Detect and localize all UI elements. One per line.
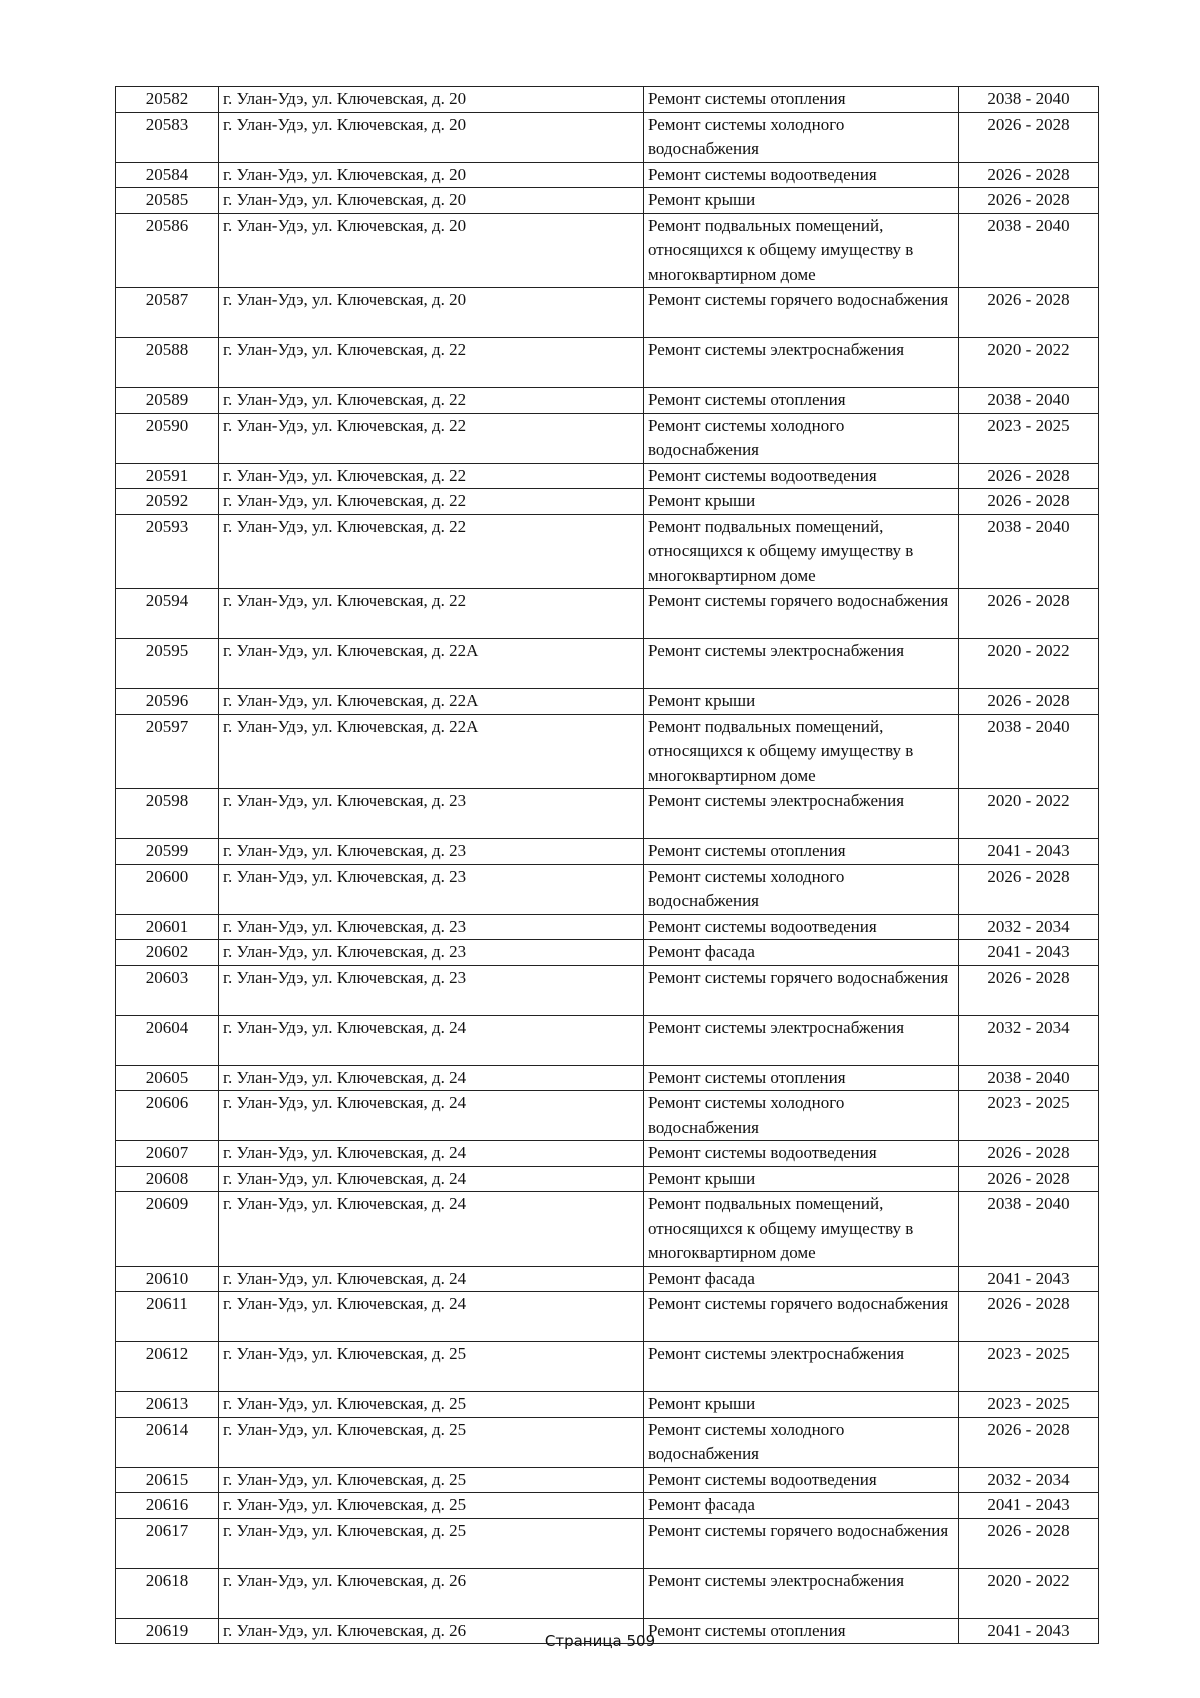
table-row <box>116 338 1099 388</box>
table-row <box>116 1091 1099 1141</box>
period-cell: 2032 - 2034 <box>959 1015 1099 1065</box>
table-row <box>116 689 1099 715</box>
address-cell: г. Улан-Удэ, ул. Ключевская, д. 25 <box>219 1417 644 1467</box>
address-cell: г. Улан-Удэ, ул. Ключевская, д. 24 <box>219 1166 644 1192</box>
period-cell: 2038 - 2040 <box>959 213 1099 288</box>
work-type-cell: Ремонт системы холодного водоснабжения <box>644 1417 959 1467</box>
row-number-cell: 20599 <box>116 839 219 865</box>
address-cell: г. Улан-Удэ, ул. Ключевская, д. 25 <box>219 1467 644 1493</box>
address-cell: г. Улан-Удэ, ул. Ключевская, д. 22 <box>219 489 644 515</box>
period-cell: 2020 - 2022 <box>959 639 1099 689</box>
work-type-cell: Ремонт системы горячего водоснабжения <box>644 965 959 1015</box>
table-body <box>116 87 1099 1644</box>
address-cell: г. Улан-Удэ, ул. Ключевская, д. 23 <box>219 864 644 914</box>
table-row <box>116 789 1099 839</box>
table-row <box>116 1192 1099 1267</box>
period-cell: 2038 - 2040 <box>959 388 1099 414</box>
address-cell: г. Улан-Удэ, ул. Ключевская, д. 20 <box>219 162 644 188</box>
row-number-cell: 20600 <box>116 864 219 914</box>
table-row <box>116 514 1099 589</box>
table-row <box>116 1141 1099 1167</box>
table-row <box>116 1467 1099 1493</box>
address-cell: г. Улан-Удэ, ул. Ключевская, д. 20 <box>219 288 644 338</box>
work-type-cell: Ремонт крыши <box>644 188 959 214</box>
period-cell: 2041 - 2043 <box>959 1493 1099 1519</box>
work-type-cell: Ремонт системы горячего водоснабжения <box>644 1292 959 1342</box>
address-cell: г. Улан-Удэ, ул. Ключевская, д. 20 <box>219 87 644 113</box>
period-cell: 2038 - 2040 <box>959 514 1099 589</box>
period-cell: 2026 - 2028 <box>959 589 1099 639</box>
work-type-cell: Ремонт подвальных помещений, относящихся к общему имуществу в многоквартирном доме <box>644 1192 959 1267</box>
address-cell: г. Улан-Удэ, ул. Ключевская, д. 25 <box>219 1518 644 1568</box>
work-type-cell: Ремонт системы отопления <box>644 1618 959 1644</box>
row-number-cell: 20616 <box>116 1493 219 1519</box>
period-cell: 2041 - 2043 <box>959 940 1099 966</box>
address-cell: г. Улан-Удэ, ул. Ключевская, д. 22 <box>219 338 644 388</box>
period-cell: 2023 - 2025 <box>959 1091 1099 1141</box>
row-number-cell: 20612 <box>116 1342 219 1392</box>
row-number-cell: 20586 <box>116 213 219 288</box>
address-cell: г. Улан-Удэ, ул. Ключевская, д. 22А <box>219 689 644 715</box>
address-cell: г. Улан-Удэ, ул. Ключевская, д. 24 <box>219 1065 644 1091</box>
table-row <box>116 914 1099 940</box>
work-type-cell: Ремонт системы водоотведения <box>644 1141 959 1167</box>
period-cell: 2026 - 2028 <box>959 1166 1099 1192</box>
address-cell: г. Улан-Удэ, ул. Ключевская, д. 24 <box>219 1141 644 1167</box>
row-number-cell: 20597 <box>116 714 219 789</box>
row-number-cell: 20593 <box>116 514 219 589</box>
period-cell: 2026 - 2028 <box>959 188 1099 214</box>
row-number-cell: 20615 <box>116 1467 219 1493</box>
table-row <box>116 1266 1099 1292</box>
work-type-cell: Ремонт фасада <box>644 1266 959 1292</box>
address-cell: г. Улан-Удэ, ул. Ключевская, д. 24 <box>219 1292 644 1342</box>
table-row <box>116 714 1099 789</box>
row-number-cell: 20609 <box>116 1192 219 1267</box>
row-number-cell: 20605 <box>116 1065 219 1091</box>
row-number-cell: 20603 <box>116 965 219 1015</box>
address-cell: г. Улан-Удэ, ул. Ключевская, д. 22 <box>219 463 644 489</box>
address-cell: г. Улан-Удэ, ул. Ключевская, д. 24 <box>219 1091 644 1141</box>
work-type-cell: Ремонт системы горячего водоснабжения <box>644 1518 959 1568</box>
table-row <box>116 188 1099 214</box>
period-cell: 2026 - 2028 <box>959 1292 1099 1342</box>
work-type-cell: Ремонт системы водоотведения <box>644 914 959 940</box>
table-row <box>116 413 1099 463</box>
period-cell: 2026 - 2028 <box>959 1417 1099 1467</box>
address-cell: г. Улан-Удэ, ул. Ключевская, д. 24 <box>219 1015 644 1065</box>
period-cell: 2026 - 2028 <box>959 689 1099 715</box>
row-number-cell: 20618 <box>116 1568 219 1618</box>
work-type-cell: Ремонт крыши <box>644 689 959 715</box>
work-type-cell: Ремонт крыши <box>644 1392 959 1418</box>
row-number-cell: 20602 <box>116 940 219 966</box>
work-type-cell: Ремонт системы холодного водоснабжения <box>644 413 959 463</box>
table-row <box>116 1342 1099 1392</box>
row-number-cell: 20617 <box>116 1518 219 1568</box>
table-row <box>116 1292 1099 1342</box>
work-type-cell: Ремонт системы электроснабжения <box>644 639 959 689</box>
work-type-cell: Ремонт системы горячего водоснабжения <box>644 288 959 338</box>
address-cell: г. Улан-Удэ, ул. Ключевская, д. 22 <box>219 514 644 589</box>
period-cell: 2026 - 2028 <box>959 864 1099 914</box>
row-number-cell: 20589 <box>116 388 219 414</box>
row-number-cell: 20606 <box>116 1091 219 1141</box>
period-cell: 2026 - 2028 <box>959 112 1099 162</box>
row-number-cell: 20587 <box>116 288 219 338</box>
row-number-cell: 20613 <box>116 1392 219 1418</box>
work-type-cell: Ремонт крыши <box>644 1166 959 1192</box>
address-cell: г. Улан-Удэ, ул. Ключевская, д. 22 <box>219 413 644 463</box>
period-cell: 2020 - 2022 <box>959 1568 1099 1618</box>
work-type-cell: Ремонт фасада <box>644 940 959 966</box>
period-cell: 2020 - 2022 <box>959 789 1099 839</box>
table-row <box>116 589 1099 639</box>
work-type-cell: Ремонт подвальных помещений, относящихся к общему имуществу в многоквартирном доме <box>644 213 959 288</box>
row-number-cell: 20608 <box>116 1166 219 1192</box>
row-number-cell: 20598 <box>116 789 219 839</box>
work-type-cell: Ремонт подвальных помещений, относящихся к общему имуществу в многоквартирном доме <box>644 714 959 789</box>
period-cell: 2038 - 2040 <box>959 1192 1099 1267</box>
row-number-cell: 20607 <box>116 1141 219 1167</box>
row-number-cell: 20594 <box>116 589 219 639</box>
address-cell: г. Улан-Удэ, ул. Ключевская, д. 23 <box>219 940 644 966</box>
address-cell: г. Улан-Удэ, ул. Ключевская, д. 23 <box>219 914 644 940</box>
address-cell: г. Улан-Удэ, ул. Ключевская, д. 22А <box>219 639 644 689</box>
work-type-cell: Ремонт системы отопления <box>644 87 959 113</box>
table-row <box>116 965 1099 1015</box>
period-cell: 2026 - 2028 <box>959 162 1099 188</box>
work-type-cell: Ремонт системы электроснабжения <box>644 338 959 388</box>
table-row <box>116 639 1099 689</box>
page-number: Страница 509 <box>544 1632 656 1650</box>
row-number-cell: 20596 <box>116 689 219 715</box>
address-cell: г. Улан-Удэ, ул. Ключевская, д. 24 <box>219 1192 644 1267</box>
table-row <box>116 213 1099 288</box>
row-number-cell: 20591 <box>116 463 219 489</box>
period-cell: 2026 - 2028 <box>959 288 1099 338</box>
table-row <box>116 1392 1099 1418</box>
period-cell: 2023 - 2025 <box>959 1392 1099 1418</box>
table-row <box>116 1493 1099 1519</box>
address-cell: г. Улан-Удэ, ул. Ключевская, д. 20 <box>219 213 644 288</box>
table-row <box>116 1015 1099 1065</box>
period-cell: 2038 - 2040 <box>959 87 1099 113</box>
period-cell: 2026 - 2028 <box>959 489 1099 515</box>
work-type-cell: Ремонт системы водоотведения <box>644 463 959 489</box>
work-type-cell: Ремонт системы отопления <box>644 839 959 865</box>
work-type-cell: Ремонт системы холодного водоснабжения <box>644 112 959 162</box>
work-type-cell: Ремонт подвальных помещений, относящихся к общему имуществу в многоквартирном доме <box>644 514 959 589</box>
row-number-cell: 20611 <box>116 1292 219 1342</box>
table-row <box>116 463 1099 489</box>
period-cell: 2038 - 2040 <box>959 714 1099 789</box>
repair-schedule-table <box>115 86 1099 1644</box>
address-cell: г. Улан-Удэ, ул. Ключевская, д. 23 <box>219 965 644 1015</box>
row-number-cell: 20610 <box>116 1266 219 1292</box>
address-cell: г. Улан-Удэ, ул. Ключевская, д. 22 <box>219 388 644 414</box>
table-row <box>116 940 1099 966</box>
address-cell: г. Улан-Удэ, ул. Ключевская, д. 24 <box>219 1266 644 1292</box>
table-row <box>116 1568 1099 1618</box>
row-number-cell: 20585 <box>116 188 219 214</box>
row-number-cell: 20604 <box>116 1015 219 1065</box>
work-type-cell: Ремонт крыши <box>644 489 959 515</box>
row-number-cell: 20582 <box>116 87 219 113</box>
period-cell: 2032 - 2034 <box>959 914 1099 940</box>
row-number-cell: 20614 <box>116 1417 219 1467</box>
row-number-cell: 20592 <box>116 489 219 515</box>
period-cell: 2020 - 2022 <box>959 338 1099 388</box>
table-row <box>116 839 1099 865</box>
work-type-cell: Ремонт системы электроснабжения <box>644 1015 959 1065</box>
work-type-cell: Ремонт системы электроснабжения <box>644 1568 959 1618</box>
address-cell: г. Улан-Удэ, ул. Ключевская, д. 22А <box>219 714 644 789</box>
row-number-cell: 20601 <box>116 914 219 940</box>
period-cell: 2041 - 2043 <box>959 1618 1099 1644</box>
address-cell: г. Улан-Удэ, ул. Ключевская, д. 20 <box>219 112 644 162</box>
period-cell: 2026 - 2028 <box>959 1141 1099 1167</box>
work-type-cell: Ремонт системы электроснабжения <box>644 789 959 839</box>
period-cell: 2038 - 2040 <box>959 1065 1099 1091</box>
table-row <box>116 1166 1099 1192</box>
row-number-cell: 20583 <box>116 112 219 162</box>
work-type-cell: Ремонт системы электроснабжения <box>644 1342 959 1392</box>
table-row <box>116 112 1099 162</box>
period-cell: 2032 - 2034 <box>959 1467 1099 1493</box>
period-cell: 2023 - 2025 <box>959 1342 1099 1392</box>
address-cell: г. Улан-Удэ, ул. Ключевская, д. 23 <box>219 789 644 839</box>
table-row <box>116 87 1099 113</box>
table-row <box>116 1518 1099 1568</box>
period-cell: 2026 - 2028 <box>959 1518 1099 1568</box>
table-row <box>116 1065 1099 1091</box>
row-number-cell: 20584 <box>116 162 219 188</box>
address-cell: г. Улан-Удэ, ул. Ключевская, д. 20 <box>219 188 644 214</box>
row-number-cell: 20590 <box>116 413 219 463</box>
work-type-cell: Ремонт фасада <box>644 1493 959 1519</box>
table-row <box>116 864 1099 914</box>
address-cell: г. Улан-Удэ, ул. Ключевская, д. 22 <box>219 589 644 639</box>
address-cell: г. Улан-Удэ, ул. Ключевская, д. 23 <box>219 839 644 865</box>
address-cell: г. Улан-Удэ, ул. Ключевская, д. 26 <box>219 1568 644 1618</box>
table-row <box>116 162 1099 188</box>
period-cell: 2026 - 2028 <box>959 965 1099 1015</box>
work-type-cell: Ремонт системы холодного водоснабжения <box>644 864 959 914</box>
work-type-cell: Ремонт системы отопления <box>644 388 959 414</box>
period-cell: 2023 - 2025 <box>959 413 1099 463</box>
work-type-cell: Ремонт системы горячего водоснабжения <box>644 589 959 639</box>
row-number-cell: 20588 <box>116 338 219 388</box>
address-cell: г. Улан-Удэ, ул. Ключевская, д. 26 <box>219 1618 644 1644</box>
table-row <box>116 288 1099 338</box>
address-cell: г. Улан-Удэ, ул. Ключевская, д. 25 <box>219 1392 644 1418</box>
work-type-cell: Ремонт системы водоотведения <box>644 162 959 188</box>
work-type-cell: Ремонт системы холодного водоснабжения <box>644 1091 959 1141</box>
table-row <box>116 489 1099 515</box>
address-cell: г. Улан-Удэ, ул. Ключевская, д. 25 <box>219 1342 644 1392</box>
period-cell: 2041 - 2043 <box>959 1266 1099 1292</box>
work-type-cell: Ремонт системы отопления <box>644 1065 959 1091</box>
row-number-cell: 20619 <box>116 1618 219 1644</box>
address-cell: г. Улан-Удэ, ул. Ключевская, д. 25 <box>219 1493 644 1519</box>
table-row <box>116 388 1099 414</box>
row-number-cell: 20595 <box>116 639 219 689</box>
work-type-cell: Ремонт системы водоотведения <box>644 1467 959 1493</box>
table-row <box>116 1417 1099 1467</box>
period-cell: 2026 - 2028 <box>959 463 1099 489</box>
period-cell: 2041 - 2043 <box>959 839 1099 865</box>
